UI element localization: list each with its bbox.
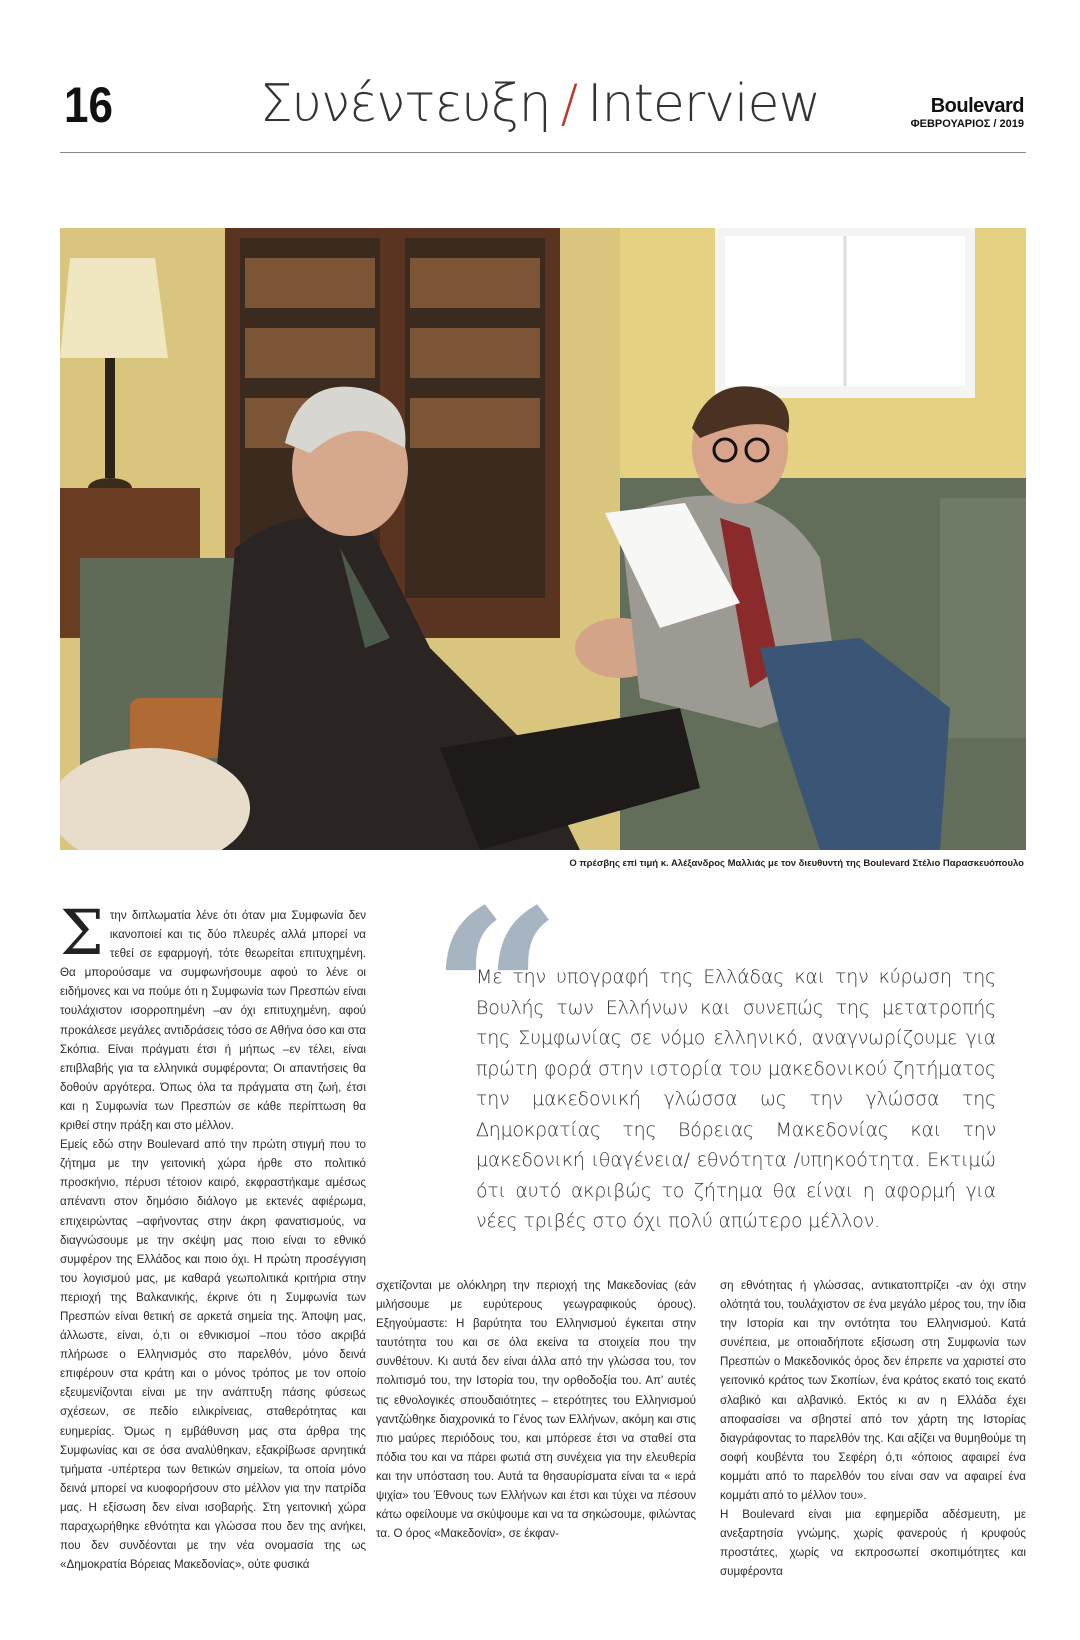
header-rule <box>60 152 1026 153</box>
masthead-issue: ΦΕΒΡΟΥΑΡΙΟΣ / 2019 <box>910 118 1024 130</box>
section-title-greek: Συνέντευξη <box>260 74 551 134</box>
photo-caption: Ο πρέσβης επί τιμή κ. Αλέξανδρος Μαλλιάς με τον διευθυντή της Boulevard Στέλιο Παρασκευόπουλο <box>569 858 1024 869</box>
masthead-brand: Boulevard <box>930 95 1024 117</box>
article-paragraph: σχετίζονται με ολόκληρη την περιοχή της Μακεδονίας (εάν μιλήσουμε με ευρύτερους γεωγραφικούς όρους). Εξηγούμαστε: Η βαρύτητα του Ελληνισμού έγκειται στην ταυτότητα του και σε όλα εκείνα τα στοιχεία που την συνθέτουν. Κι αυτά δεν είναι άλλα από την γλώσσα του, τον πολιτισμό του, την Ιστορία του, την ορθοδοξία του. Απ' αυτές τις εθνολογικές σπουδαιότητες – ετερότητες του Ελληνισμού γαντζώθηκε διαχρονικά το Γένος των Ελλήνων, ακόμη και στις πιο μαύρες περιόδους του, και μπόρεσε έτσι να σταθεί στα πόδια του και να πάρει φωτιά στη συνέχεια για την ελευθερία και την υπόσταση του. Αυτά τα θησαυρίσματα είναι τα « ιερά ψιχία» του Έθνους των Ελλήνων και έτσι και τύχει να πέσουν κάτω οφείλουμε να σκύψουμε και να τα σηκώσουμε, φιλώντας τα. Ο όρος «Μακεδονία», σε έκφαν- <box>376 1279 696 1541</box>
title-slash: / <box>560 74 578 134</box>
masthead <box>911 96 1024 131</box>
article-text: την διπλωματία λένε ότι όταν μια Συμφωνία δεν ικανοποιεί και τις δύο πλευρές αλλά μπορεί να τεθεί σε εφαρμογή, τότε θεωρείται επιτυχημένη. Θα μπορούσαμε να συμφωνήσουμε αφού το λένε οι ειδήμονες και να πούμε ότι η Συμφωνία των Πρεσπών είναι τουλάχιστον ισορροπημένη –αν όχι επιτυχημένη, αφού προκάλεσε μεγάλες αντιδράσεις τόσο σε Αθήνα όσο και στα Σκόπια. Είναι πράγματι έτσι ή μήπως –εν τέλει, είναι επιβλαβής για τα ελληνικά συμφέροντα; Οι απαντήσεις θα δοθούν αργότερα. Όπως όλα τα πράγματα στη ζωή, έτσι και η Συμφωνία των Πρεσπών σε κάθε περίπτωση θα κριθεί στην πράξη και στο μέλλον. <box>60 909 366 1133</box>
article-paragraph: Εμείς εδώ στην Boulevard από την πρώτη στιγμή που το ζήτημα με την γειτονική χώρα ήρθε στο πολιτικό προσκήνιο, πέρυσι τέτοιον καιρό, εκφραστήκαμε αμέσως απέναντι στον δημόσιο διάλογο με εκτενές αφιέρωμα, επιχειρώντας –αφήνοντας στην άκρη φανατισμούς, να διαγνώσουμε με την σκέψη μας ποιο είναι το εθνικό συμφέρον της Ελλάδος και ποιο όχι. Η πρώτη προσέγγιση του λογισμού μας, με καθαρά γεωπολιτικά κριτήρια στην περιοχή της Βαλκανικής, έκρινε ότι η Συμφωνία των Πρεσπών είναι θετική σε αρκετά σημεία της. Άποψη μας, άλλωστε, είναι, ό,τι οι εθνικισμοί –που τόσο ακριβά πλήρωσε ο Ελληνισμός στο παρελθόν, μόνο δεινά επιφέρουν στα κράτη και ο μόνος τρόπος με τον οποίο εξευμενίζονται είναι με την ανάπτυξη πάσης φύσεως σχέσεων, σε πεδίο ειλικρίνειας, σταθερότητας και ευημερίας. Όμως η εμβάθυνση μας στα άρθρα της Συμφωνίας και σε όσα αναλύθηκαν, εξακρίβωσε αρνητικά τμήματα -υπέρτερα των θετικών σημείων, τα οποία μόνο δεινά μπορεί να κυοφορήσουν στο μέλλον για την πατρίδα μας. Η εξίσωση δεν είναι ισοβαρής. Στη γειτονική χώρα παραχωρήθηκε εθνότητα και γλώσσα που δεν της ανήκει, που δεν συνδέονται με την νέα ονομασία της ως «Δημοκρατία Βόρειας Μακεδονίας», ούτε φυσικά <box>60 1138 366 1572</box>
page-number: 16 <box>64 77 113 133</box>
article-paragraph: Η Boulevard είναι μια εφημερίδα αδέσμευτη, με ανεξαρτησία γνώμης, χωρίς φανερούς ή κρυφούς προστάτες, χωρίς να εκπροσωπεί σκοπιμότητες και συμφέροντα <box>720 1508 1026 1579</box>
drop-cap: Σ <box>60 896 104 969</box>
article-column-1 <box>60 896 366 1574</box>
section-title-english: Interview <box>587 74 820 134</box>
article-column-2 <box>376 1276 696 1543</box>
pull-quote: Με την υπογραφή της Ελλάδας και την κύρωση της Βουλής των Ελλήνων και συνεπώς της μετατροπής της Συμφωνίας σε νόμο ελληνικό, αναγνωρίζουμε για πρώτη φορά στην ιστορία του μακεδονικού ζητήματος την μακεδονική γλώσσα ως την γλώσσα της Δημοκρατίας της Βόρειας Μακεδονίας και την μακεδονική ιθαγένεια/ εθνότητα /υπηκοότητα. Εκτιμώ ότι αυτό ακριβώς το ζήτημα θα είναι η αφορμή για νέες τριβές στο όχι πολύ απώτερο μέλλον. <box>476 966 996 1232</box>
article-column-3 <box>720 1276 1026 1582</box>
quote-mark-icon: “ <box>430 860 563 1130</box>
article-paragraph <box>60 896 366 1135</box>
interview-photo <box>60 228 1026 850</box>
article-paragraph: ση εθνότητας ή γλώσσας, αντικατοπτρίζει -αν όχι στην ολότητά του, τουλάχιστον σε ένα μεγάλο μέρος του, την ίδια την Ιστορία και την οντότητα του Ελληνισμού. Κατά συνέπεια, με οποιαδήποτε εξίσωση στη Συμφωνία των Πρεσπών ο Μακεδονικός όρος δεν έπρεπε να χαριστεί στο γειτονικό κράτος των Σκοπίων, ένα κράτος εκατό τοις εκατό σλαβικό και αλβανικό. Εκτός κι αν η Ελλάδα έχει αποφασίσει να σβηστεί από τον χάρτη της Ιστορίας διαγράφοντας το παρελθόν της. Και αξίζει να θυμηθούμε τη σοφή κουβέντα του Σεφέρη ό,τι «όποιος αφαιρεί ένα κομμάτι από το παρελθόν του είναι σαν να αφαιρεί ένα κομμάτι από το μέλλον του». <box>720 1279 1026 1503</box>
